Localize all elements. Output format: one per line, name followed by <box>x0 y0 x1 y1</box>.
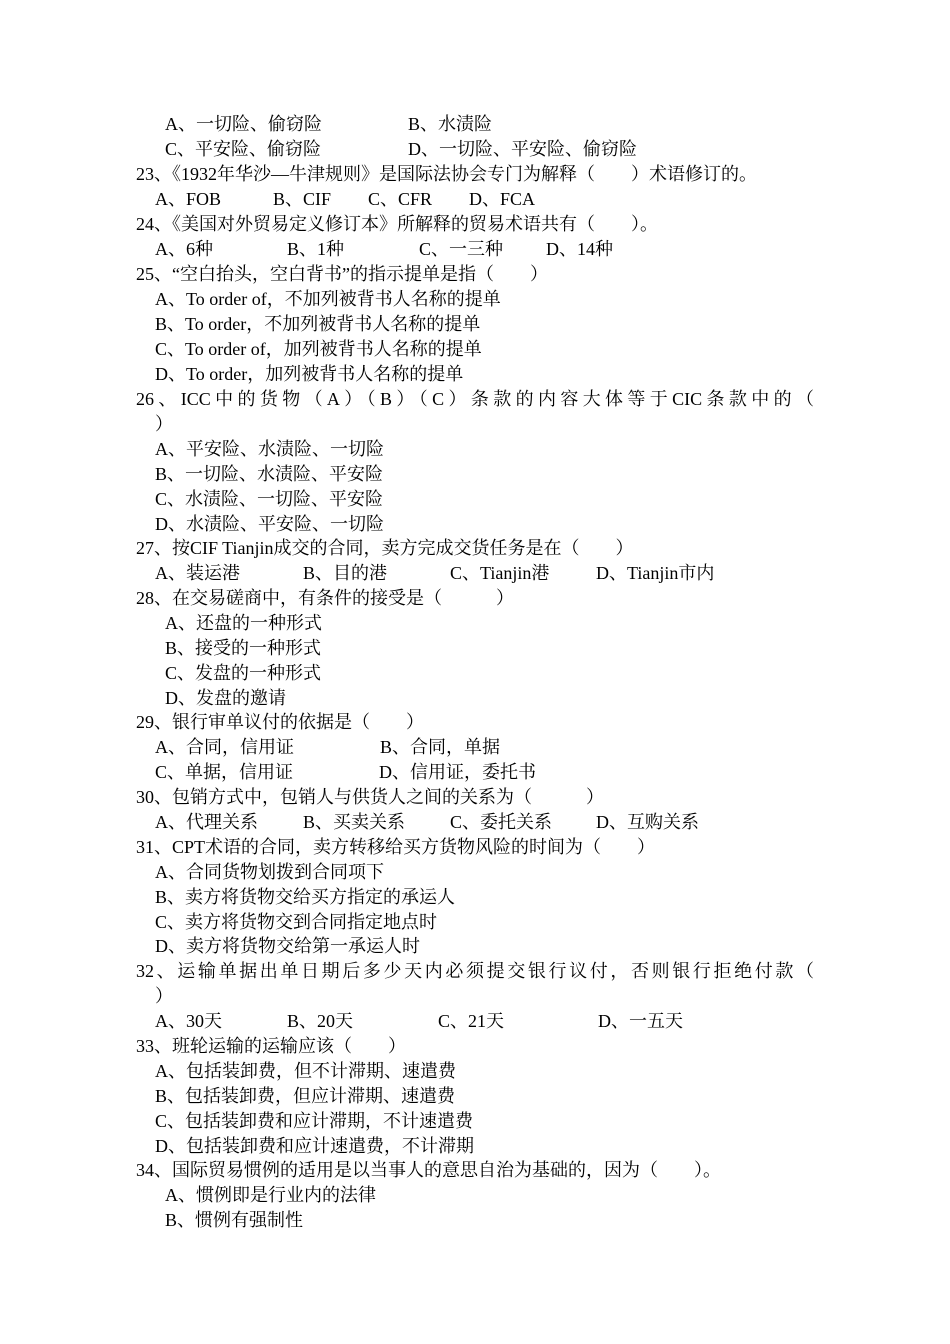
question-33: 33、班轮运输的运输应该（ ） <box>136 1036 406 1056</box>
option-c: C、卖方将货物交到合同指定地点时 <box>155 912 438 932</box>
option-a: A、一切险、偷窃险 <box>165 114 322 134</box>
option-a: A、代理关系 <box>155 812 258 832</box>
option-c: C、平安险、偷窃险 <box>165 139 322 159</box>
option-a: A、平安险、水渍险、一切险 <box>155 439 384 459</box>
question-25: 25、“空白抬头，空白背书”的指示提单是指（ ） <box>136 264 548 284</box>
option-b: B、20天 <box>287 1011 354 1031</box>
option-b: B、1种 <box>287 239 345 259</box>
question-26: 26、ICC中的货物（A）（B）（C）条款的内容大体等于CIC条款中的（ <box>136 389 814 409</box>
option-b: B、CIF <box>273 189 332 209</box>
option-d: D、水渍险、平安险、一切险 <box>155 514 384 534</box>
option-a: A、合同，信用证 <box>155 737 294 757</box>
option-c: C、一三种 <box>419 239 504 259</box>
question-28: 28、在交易磋商中，有条件的接受是（ ） <box>136 588 514 608</box>
question-29: 29、银行审单议付的依据是（ ） <box>136 712 424 732</box>
option-a: A、30天 <box>155 1011 222 1031</box>
option-d: D、信用证，委托书 <box>379 762 536 782</box>
question-30: 30、包销方式中，包销人与供货人之间的关系为（ ） <box>136 787 604 807</box>
option-c: C、CFR <box>368 189 433 209</box>
option-d: D、互购关系 <box>596 812 699 832</box>
option-a: A、To order of，不加列被背书人名称的提单 <box>155 289 501 309</box>
option-b: B、水渍险 <box>408 114 493 134</box>
option-a: A、FOB <box>155 189 222 209</box>
option-c: C、水渍险、一切险、平安险 <box>155 489 384 509</box>
option-b: B、合同，单据 <box>380 737 501 757</box>
question-27: 27、按CIF Tianjin成交的合同，卖方完成交货任务是在（ ） <box>136 538 634 558</box>
option-b: B、一切险、水渍险、平安险 <box>155 464 384 484</box>
option-c: C、21天 <box>438 1011 505 1031</box>
option-b: B、买卖关系 <box>303 812 406 832</box>
option-a: A、还盘的一种形式 <box>165 613 322 633</box>
option-c: C、To order of，加列被背书人名称的提单 <box>155 339 482 359</box>
option-b: B、惯例有强制性 <box>165 1210 304 1230</box>
question-23: 23、《1932年华沙—牛津规则》是国际法协会专门为解释（ ）术语修订的。 <box>136 164 757 184</box>
option-d: D、14种 <box>546 239 613 259</box>
option-b: B、To order，不加列被背书人名称的提单 <box>155 314 481 334</box>
option-a: A、惯例即是行业内的法律 <box>165 1185 376 1205</box>
question-31: 31、CPT术语的合同，卖方转移给买方货物风险的时间为（ ） <box>136 837 656 857</box>
option-d: D、包括装卸费和应计速遣费，不计滞期 <box>155 1136 474 1156</box>
question-24: 24、《美国对外贸易定义修订本》所解释的贸易术语共有（ ）。 <box>136 214 658 234</box>
question-32-continuation: ） <box>155 986 173 1006</box>
option-d: D、FCA <box>469 189 536 209</box>
question-32: 32、运输单据出单日期后多少天内必须提交银行议付，否则银行拒绝付款（ <box>136 961 814 981</box>
option-a: A、合同货物划拨到合同项下 <box>155 862 384 882</box>
option-d: D、一五天 <box>598 1011 683 1031</box>
option-a: A、6种 <box>155 239 213 259</box>
option-b: B、接受的一种形式 <box>165 638 322 658</box>
option-d: D、卖方将货物交给第一承运人时 <box>155 936 420 956</box>
question-34: 34、国际贸易惯例的适用是以当事人的意思自治为基础的，因为（ ）。 <box>136 1160 721 1180</box>
question-26-continuation: ） <box>155 414 173 434</box>
option-b: B、包括装卸费，但应计滞期、速遣费 <box>155 1086 456 1106</box>
option-d: D、To order，加列被背书人名称的提单 <box>155 364 464 384</box>
option-c: C、Tianjin港 <box>450 563 550 583</box>
option-d: D、发盘的邀请 <box>165 688 286 708</box>
option-c: C、委托关系 <box>450 812 553 832</box>
option-a: A、装运港 <box>155 563 240 583</box>
option-c: C、包括装卸费和应计滞期，不计速遣费 <box>155 1111 474 1131</box>
option-d: D、一切险、平安险、偷窃险 <box>408 139 637 159</box>
option-c: C、发盘的一种形式 <box>165 663 322 683</box>
option-b: B、卖方将货物交给买方指定的承运人 <box>155 887 456 907</box>
option-c: C、单据，信用证 <box>155 762 294 782</box>
option-b: B、目的港 <box>303 563 388 583</box>
option-a: A、包括装卸费，但不计滞期、速遣费 <box>155 1061 456 1081</box>
option-d: D、Tianjin市内 <box>596 563 715 583</box>
